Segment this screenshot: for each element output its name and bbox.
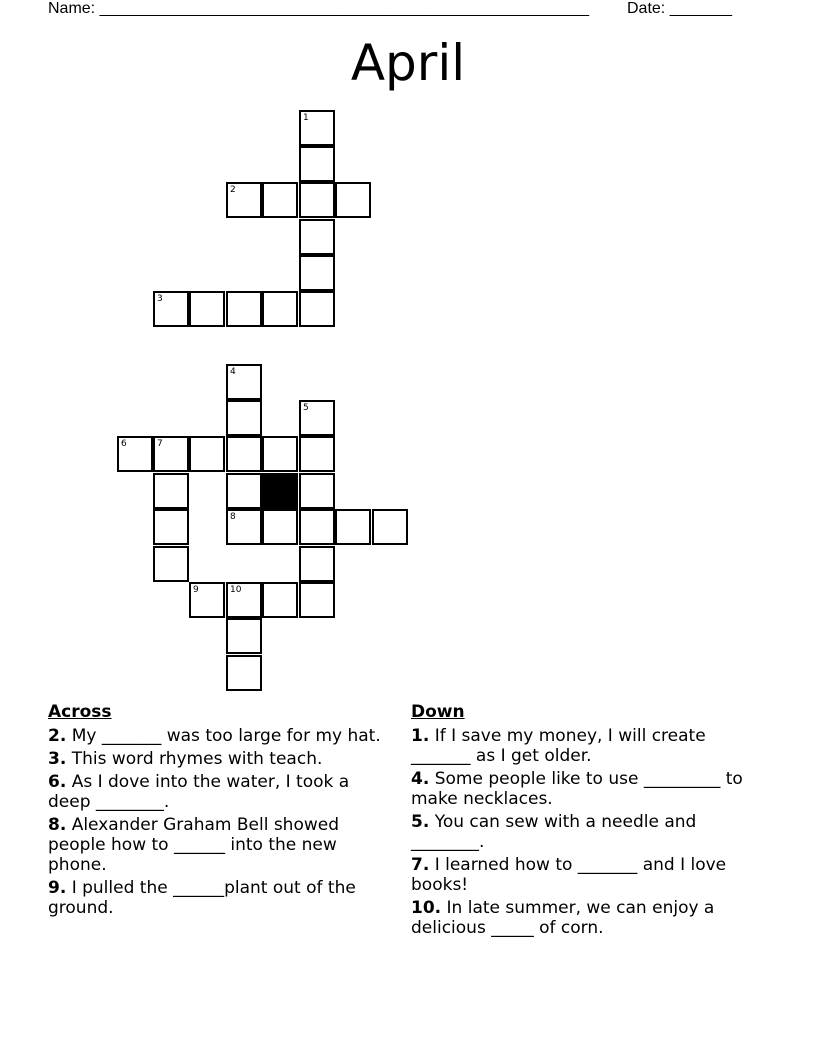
grid-cell[interactable]	[226, 436, 262, 472]
grid-cell[interactable]	[189, 582, 225, 618]
clue-text: I learned how to _______ and I love books!	[411, 855, 727, 895]
clue-item	[48, 749, 388, 769]
grid-cell[interactable]	[226, 473, 262, 509]
clue-num: 10.	[411, 898, 442, 918]
grid-cell[interactable]	[189, 291, 225, 327]
clue-text: My _______ was too large for my hat.	[71, 726, 381, 746]
grid-cell[interactable]	[226, 509, 262, 545]
across-clues	[48, 702, 388, 921]
grid-cell[interactable]	[226, 291, 262, 327]
grid-cell[interactable]	[226, 364, 262, 400]
clue-text: Alexander Graham Bell showed people how to ______ into the new phone.	[48, 815, 340, 875]
clue-number: 2	[230, 185, 236, 195]
clue-number: 4	[230, 367, 236, 377]
clue-text: You can sew with a needle and ________.	[411, 812, 697, 852]
clue-item	[411, 898, 751, 938]
grid-cell[interactable]	[262, 582, 298, 618]
clue-num: 9.	[48, 878, 67, 898]
grid-cell[interactable]	[299, 291, 335, 327]
grid-cell[interactable]	[299, 255, 335, 291]
grid-cell[interactable]	[335, 182, 371, 218]
grid-cell[interactable]	[262, 509, 298, 545]
grid-cell[interactable]	[299, 546, 335, 582]
clue-number: 1	[303, 113, 309, 123]
clue-num: 7.	[411, 855, 430, 875]
clue-num: 8.	[48, 815, 67, 835]
grid-cell[interactable]	[299, 146, 335, 182]
grid-cell[interactable]	[226, 618, 262, 654]
clue-num: 1.	[411, 726, 430, 746]
grid-cell[interactable]	[262, 436, 298, 472]
clue-text: I pulled the ______plant out of the ground.	[48, 878, 356, 918]
grid-cell[interactable]	[226, 182, 262, 218]
grid-cell[interactable]	[262, 291, 298, 327]
clue-item	[48, 772, 388, 812]
clue-text: As I dove into the water, I took a deep ________.	[48, 772, 350, 812]
date-field-label: Date: _______	[627, 0, 732, 17]
grid-cell[interactable]	[117, 436, 153, 472]
grid-cell[interactable]	[189, 436, 225, 472]
grid-cell[interactable]	[299, 436, 335, 472]
grid-cell[interactable]	[226, 582, 262, 618]
down-heading: Down	[411, 702, 465, 722]
grid-cell[interactable]	[299, 400, 335, 436]
black-square	[262, 473, 298, 509]
clue-num: 2.	[48, 726, 67, 746]
clue-number: 9	[193, 585, 199, 595]
clue-item	[411, 726, 751, 766]
clue-item	[411, 812, 751, 852]
clue-item	[48, 878, 388, 918]
clue-item	[48, 726, 388, 746]
clue-text: If I save my money, I will create _______ as I get older.	[411, 726, 706, 766]
clue-num: 6.	[48, 772, 67, 792]
grid-cell[interactable]	[299, 219, 335, 255]
grid-cell[interactable]	[153, 546, 189, 582]
clue-num: 3.	[48, 749, 67, 769]
grid-cell[interactable]	[153, 291, 189, 327]
clue-number: 7	[157, 439, 163, 449]
clue-text: Some people like to use _________ to make necklaces.	[411, 769, 743, 809]
grid-cell[interactable]	[226, 655, 262, 691]
clue-number: 10	[230, 585, 242, 595]
grid-cell[interactable]	[299, 110, 335, 146]
grid-cell[interactable]	[372, 509, 408, 545]
grid-cell[interactable]	[299, 182, 335, 218]
down-clues	[411, 702, 751, 941]
clue-text: In late summer, we can enjoy a delicious _____ of corn.	[411, 898, 715, 938]
clue-number: 3	[157, 294, 163, 304]
grid-cell[interactable]	[335, 509, 371, 545]
clue-number: 5	[303, 403, 309, 413]
grid-cell[interactable]	[299, 509, 335, 545]
grid-cell[interactable]	[299, 582, 335, 618]
clue-number: 8	[230, 512, 236, 522]
across-heading: Across	[48, 702, 112, 722]
clue-item	[48, 815, 388, 875]
grid-cell[interactable]	[153, 436, 189, 472]
clue-item	[411, 769, 751, 809]
clue-number: 6	[121, 439, 127, 449]
grid-cell[interactable]	[153, 473, 189, 509]
clue-num: 5.	[411, 812, 430, 832]
name-field-label: Name: _______________________________________________________	[48, 0, 589, 17]
grid-cell[interactable]	[262, 182, 298, 218]
grid-cell[interactable]	[226, 400, 262, 436]
clue-num: 4.	[411, 769, 430, 789]
clue-text: This word rhymes with teach.	[71, 749, 323, 769]
grid-cell[interactable]	[153, 509, 189, 545]
grid-cell[interactable]	[299, 473, 335, 509]
clue-item	[411, 855, 751, 895]
page-title: April	[350, 34, 466, 92]
